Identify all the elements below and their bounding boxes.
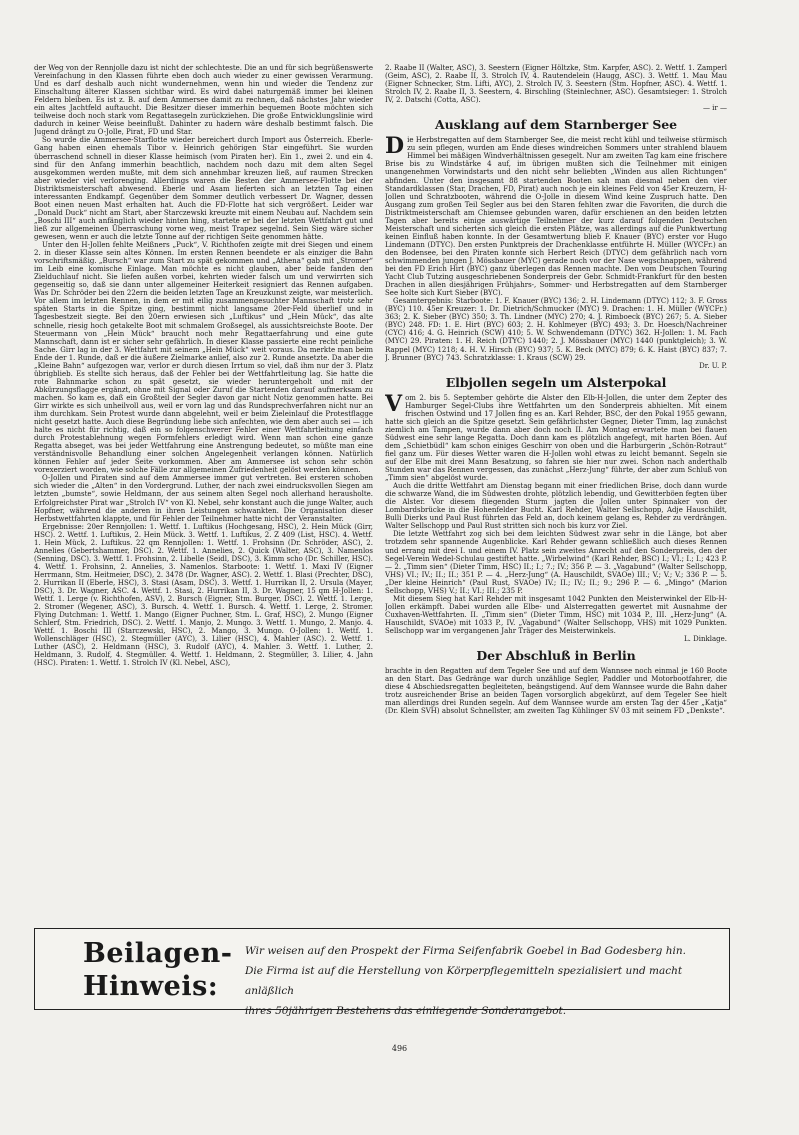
results-paragraph: Gesamtergebnis: Starboote: 1. F. Knauer (BYC) 136; 2. H. Lindemann (DTYC) 112; 3. F. Gross (BYC) 110. 45er Kreuzer: 1. Dr. Dietrich/Schmucker (MYC) 9. Drachen: 1. H. Müller (WYCFr.) 363; 2. K. Sieber (BYC) 350; 3. Th. Lindner (MYC) 270; 4. J. Rimboeck (BYC) 267; 5. A. Sieber (BYC) 248. FD: 1. E. Hirt (BYC) 603; 2. H. Kohlmeyer (BYC) 493; 3. Dr. Hoesch/Nachreiner (CYC) 416; 4. G. Heinrich (SCW) 410; 5. W. Schwendemann (DTYC) 362. H-Jollen: 1. M. Fach (MYC) 29. Piraten: 1. H. Reich (DTYC) 1440; 2. J. Mössbauer (MYC) 1440 (punktgleich); 3. W. Rappel (MYC) 1218; 4. H. V. Hirsch (BYC) 937; 5. K. Beck (MYC) 879; 6. K. Haist (BYC) 837; 7. J. Brunner (BYC) 743. Schratzklasse: 1. Kraus (SCW) 29. bbox=[385, 297, 727, 362]
notice-line: Die Firma ist auf die Herstellung von Körperpflegemitteln spezialisiert und macht anläßlich bbox=[245, 965, 683, 997]
results-continued: 2. Raabe II (Walter, ASC), 3. Seestern (Eigner Höltzke, Stm. Karpfer, ASC). 2. Wettf. 1. Zamperl (Geim, ASC), 2. Raabe II, 3. Strolch IV, 4. Rautendelein (Haugg, ASC). 3. Wettf. 1. Mau Mau (Eigner Schnecker, Stm. Lifti, AYC), 2. Strolch IV, 3. Seestern (Stm. Hopfner, ASC). 4. Wettf. 1. Strolch IV, 2. Raabe II, 3. Seestern, 4. Birschling (Steinlechner, ASC). Gesamtsieger: 1. Strolch IV, 2. Datschi (Cotta, ASC). bbox=[385, 64, 727, 105]
notice-line: Wir weisen auf den Prospekt der Firma Seifenfabrik Goebel in Bad Godesberg hin. bbox=[245, 945, 686, 957]
notice-line: ihres 50jährigen Bestehens das einliegende Sonderangebot. bbox=[245, 1005, 567, 1017]
article-paragraph: brachte in den Regatten auf dem Tegeler See und auf dem Wannsee noch einmal je 160 Boote an den Start. Das Gedränge war durch unzählige Segler, Paddler und Motorbootfahrer, die diese 4 Abschiedsregatten begleiteten, beängstigend. Auf dem Wannsee wurde die Bahn daher trotz ausreichender Brise an beiden Tagen vorsorglich abgekürzt, auf dem Tegeler See hielt man allerdings drei Runden segeln. Auf dem Wannsee wurde am ersten Tag der 45er „Katja“ (Dr. Klein SVH) absolut Schnellster, am zweiten Tag Kühlinger SV 03 mit seinem FD „Denkste“. bbox=[385, 667, 727, 716]
article-heading-alsterpokal: Elbjollen segeln um Alsterpokal bbox=[445, 374, 667, 390]
article-paragraph: Die Herbstregatten auf dem Starnberger See, die meist recht kühl und teilweise stürmisch zu sein pflegen, wurden am Ende dieses windreichen Sommers unter strahlend blauem Himmel bei mäßigen Windverhältnissen gesegelt. Nur am zweiten Tag kam eine frischere Brise bis zu Windstärke 4 auf, im übrigen mußten sich die Teilnehmer mit einigen unangenehmen Vorwindstarts und den nicht sehr beliebten „Winden aus allen Richtungen“ abfinden. Unter den insgesamt 88 startenden Booten sah man diesmal neben den vier Standardklassen (Star, Drachen, FD, Pirat) auch noch je ein kleines Feld von 45er Kreuzern, H-Jollen und Schratzbooten, während die O-Jolle in diesem Wind keine Zuspruch hatte. Den Ausgang zum großen Teil Segler aus bei den Staren fehlten zwar die Favoriten, die durch die Distriktmeisterschaft am Chiemsee gebunden waren, dafür erschienen an den beiden letzten Tagen aber bereits einige auswärtige Teilnehmer der kurz darauf folgenden Deutschen Meisterschaft und sicherten sich gleich die ersten Plätze, was allerdings auf die Punktwertung keinen Einfluß haben konnte. In der Gesamtwertung blieb F. Knauer (BYC) erster vor Hugo Lindemann (DTYC). Den ersten Punktpreis der Drachenklasse entführte H. Müller (WYCFr.) an den Bodensee, bei den Piraten konnte sich Herbert Reich (DTYC) dem gefährlich nach vorn schwimmenden jungen J. Mössbauer (MYC) gerade noch vor der Nase wegschnappen, während bei den FD Erich Hirt (BYC) ganz überlegen das Rennen machte. Den vom Deutschen Touring Yacht Club Tutzing ausgeschriebenen Sonderpreis der Gebr. Schmidt-Frankfurt für den besten Drachen in allen diesjährigen Frühjahrs-, Sommer- und Herbstregatten auf dem Starnberger See holte sich Kurt Sieber (BYC). bbox=[385, 133, 727, 298]
signature: — ir — bbox=[702, 104, 727, 113]
notice-title bbox=[83, 937, 232, 1003]
article-paragraph: Auch die dritte Wettfahrt am Dienstag begann mit einer friedlichen Brise, doch dann wurde die schwarze Wand, die im Südwesten drohte, plötzlich lebendig, und Gewitterböen fegten über die Alster. Vor diesem fliegenden Sturm jagten die Jollen unter Spinnaker von der Lombardsbrücke in die Hohenfelder Bucht. Karl Rehder, Walter Sellschopp, Adje Hauschildt, Bulli Dierks und Paul Rust führten das Feld an, doch keinem gelang es, Rehder zu verdrängen. Walter Sellschopp und Paul Rust stritten sich noch bis kurz vor Ziel. bbox=[385, 482, 727, 531]
page-number: 496 bbox=[391, 1044, 408, 1053]
article-heading-starnberg: Ausklang auf dem Starnberger See bbox=[435, 117, 677, 133]
right-column bbox=[385, 64, 727, 916]
signature: Dr. U. P. bbox=[699, 361, 727, 370]
article-paragraph: Die letzte Wettfahrt zog sich bei dem leichten Südwest zwar sehr in die Länge, bot aber trotzdem sehr spannende Augenblicke. Karl Rehder gewann schließlich auch dieses Rennen und errang mit drei I. und einem IV. Platz sein zweites Anrecht auf den Sonderpreis, den der Segel-Verein Wedel-Schulau gestiftet hatte. „Wirbelwind“ (Karl Rehder, BSC) I.; VI.; I.; I.; 423 P. — 2. „Timm sien“ (Dieter Timm, HSC) II.; I.; 7.; IV.; 356 P. — 3. „Vagabund“ (Walter Sellschopp, VHS) VI.; IV.; II.; II.; 351 P. — 4. „Herz-Jung“ (A. Hauschildt, SVAOe) III.; V.; V.; V.; 336 P. — 5. „Der kleine Heinrich“ (Paul Rust, SVAOe) IV.; II.; IV.; II.; 9.; 296 P. — 6. „Mingo“ (Marion Sellschopp, VHS) V.; II.; VI.; III.; 235 P. bbox=[385, 530, 727, 595]
notice-text bbox=[245, 941, 715, 1021]
drop-cap: D bbox=[385, 133, 405, 160]
supplement-notice-box bbox=[34, 928, 730, 1017]
results-paragraph: Ergebnisse: 20er Rennjollen: 1. Wettf. 1. Luftikus (Hochgesang, HSC), 2. Hein Mück (Girr, HSC). 2. Wettf. 1. Luftikus, 2. Hein Mück. 3. Wettf. 1. Luftikus, 2. Z 409 (List, HSC). 4. Wettf. 1. Hein Mück, 2. Luftikus. 22 qm Rennjollen: 1. Wettf. 1. Frohsinn (Dr. Schröder, ASC), 2. Annelies (Gebertshammer, DSC). 2. Wettf. 1. Annelies, 2. Quick (Walter, ASC), 3. Namenlos (Senning, DSC). 3. Wettf. 1. Frohsinn, 2. Libelle (Seidl, DSC), 3. Kimm scho (Dr. Schiller, HSC). 4. Wettf. 1. Frohsinn, 2. Annelies, 3. Namenlos. Starboote: 1. Wettf. 1. Maxi IV (Eigner Herrmann, Stm. Heitmeier, DSC), 2. 3478 (Dr. Wagner, ASC). 2. Wettf. 1. Blasi (Prechter, DSC), 2. Hurrikan II (Eberle, HSC), 3. Stasi (Asam, DSC). 3. Wettf. 1. Hurrikan II, 2. Ursula (Mayer, DSC), 3. Dr. Wagner, ASC. 4. Wettf. 1. Stasi, 2. Hurrikan II, 3. Dr. Wagner, 15 qm H-Jollen: 1. Wettf. 1. Lerge (v. Richthofen, ASV), 2. Bursch (Eigner, Stm. Burger, DSC). 2. Wettf. 1. Lerge, 2. Stromer (Wegener, ASC), 3. Bursch. 4. Wettf. 1. Bursch. 4. Wettf. 1. Lerge, 2. Stromer. Flying Dutchman: 1. Wettf. 1. Mango (Eigner Puchner, Stm. L. Graf, HSC), 2. Mungo (Eigner Schlerf, Stm. Friedrich, DSC). 2. Wettf. 1. Manjo, 2. Mungo. 3. Wettf. 1. Mungo, 2. Manjo. 4. Wettf. 1. Boschi III (Starczewski, HSC), 2. Mango, 3. Mungo. O-Jollen: 1. Wettf. 1. Wollenschläger (HSC), 2. Stegmüller (AYC), 3. Lilier (HSC), 4. Mahler (ASC). 2. Wettf. 1. Luther (ASC), 2. Heldmann (HSC), 3. Rudolf (AYC), 4. Mahler. 3. Wettf. 1. Luther, 2. Heldmann, 3. Rudolf, 4. Stegmüller. 4. Wettf. 1. Heldmann, 2. Stegmüller, 3. Lilier, 4. Jahn (HSC). Piraten: 1. Wettf. 1. Strolch IV (Kl. Nebel, ASC), bbox=[34, 522, 373, 668]
article-paragraph: Mit diesem Sieg hat Karl Rehder mit insgesamt 1042 Punkten den Meisterwinkel der Elb-H-Jollen erkämpft. Dabei wurden alle Elbe- und Alsterregatten gewertet mit Ausnahme der Cuxhaven-Wettfahrten. II. „Timm sien“ (Dieter Timm, HSC) mit 1034 P., III. „Herz-Jung“ (A. Hauschildt, SVAOe) mit 1033 P., IV. „Vagabund“ (Walter Sellschopp, VHS) mit 1029 Punkten. Sellschopp war im vergangenen Jahr Träger des Meisterwinkels. bbox=[385, 594, 727, 635]
left-paragraph: Unter den H-Jollen fehlte Meißners „Puck“, V. Richthofen zeigte mit drei Siegen und einem 2. in dieser Klasse sein altes Können. Im ersten Rennen beendete er als einziger die Bahn vorschriftsmäßig. „Bursch“ war zum Start zu spät gekommen und „Athena“ gab mit „Stromer“ im Leib eine komische Einlage. Man möchte es nicht glauben, aber beide fanden den Zielduchlauf nicht. Sie liefen außen vorbei, kehrten wieder falsch um und verwirrten sich gegenseitig so, daß sie dann unter allgemeiner Heiterkeit resigniert das Rennen aufgaben. Was Dr. Schröder bei den 22ern die beiden letzten Tage an Kreuzkunst zeigte, war meisterlich. Vor allem im letzten Rennen, in dem er mit eilig zusammengesuchter Mannschaft trotz sehr späten Starts in die Spitze ging, bestimmt nicht langsame 20er-Feld überlief und in Tagesbestzeit siegte. Bei den 20ern erwiesen sich „Luftikus“ und „Hein Mück“, das alte schnelle, riesig hoch getakelte Boot mit schmalem Großsegel, als aussichtsreichste Boote. Der Steuermann von „Hein Mück“ braucht noch mehr Regattaerfahrung und eine gute Mannschaft, dann ist er sicher sehr gefährlich. In dieser Klasse passierte eine recht peinliche Sache. Girr lag in der 3. Wettfahrt mit seinem „Hein Mück“ weit voraus. Da merkte man beim Ende der 1. Runde, daß er die äußere Zielmarke anlief, also zur 2. Runde ansetzte. Da aber die „Kleine Bahn“ aufgezogen war, verlor er durch diesen Irrtum so viel, daß ihm nur der 3. Platz übrigblieb. Es stellte sich heraus, daß der Fehler bei der Wettfahrtleitung lag. Sie hatte die rote Bahnmarke schon zu spät gesetzt, sie wieder heruntergeholt und mit der Abkürzungsflagge ergänzt, ohne mit Signal oder Zuruf die Startenden darauf aufmerksam zu machen. So kam es, daß ein Großteil der Segler davon gar nicht Notiz genommen hatte. Bei Girr wirkte es sich unheilvoll aus, weil er vorn lag und das Rundsprechverfahren nicht nur an ihm durchkam. Sein Protest wurde dann abgelehnt, weil er beim Zieleinlauf die Protestflagge nicht gesetzt hatte. Auch diese Begründung liebe sich anfechten, wie dem aber auch sei — ich halte es nicht für richtig, daß ein so folgenschwerer Fehler einer Wettfahrtleitung einfach durch Protestablehnung wegen Formfehlers erledigt wird. Wenn man schon eine ganze Regatta abseget, was bei jeder Wettfahrung eine Anstrengung bedeutet, so müßte man eine verständnisvolle Behandlung einer solchen Angelegenheit verlangen können. Natürlich können Fehler auf jeder Seite vorkommen. Aber am Ammersee ist schon sehr schön vorexerziert worden, wie solche Fälle zur allgemeinen Zufriedenheit gelöst werden können. bbox=[34, 241, 373, 475]
drop-cap: V bbox=[385, 390, 403, 417]
article-paragraph: Vom 2. bis 5. September gehörte die Alster den Elb-H-Jollen, die unter dem Zepter des Hamburger Segel-Clubs ihre Wettfahrten um den Sonderpreis abhielten. Mit einem frischen Ostwind und 17 Jollen fing es an. Karl Rehder, BSC, der den Pokal 1955 gewann, hatte sich gleich an die Spitze gesetzt. Sein gefährlichster Gegner, Dieter Timm, lag zunächst ziemlich am Tampen, wurde dann aber doch noch II. Am Montag erwartete man bei flauen Südwest eine sehr lange Regatta. Doch dann kam es plötzlich angefegt, mit harten Böen. Auf dem „Schietbüdl“ kam schon einiges Geschirr von oben und die Harburgerin „Schön-Rotraut“ fiel ganz um. Für dieses Wetter waren die H-Jollen wohl etwas zu leicht bemannt. Segeln sie auf der Elbe mit drei Mann Besatzung, so fahren sie hier nur zwei. Schon nach anderthalb Stunden war das Rennen vergessen, das zunächst „Herz-Jung“ führte, der aber zum Schluß von „Timm sien“ abgelöst wurde. bbox=[385, 390, 727, 483]
signature: L. Dinklage. bbox=[684, 635, 727, 644]
article-heading-berlin: Der Abschluß in Berlin bbox=[476, 648, 636, 664]
notice-title-line: Beilagen- bbox=[83, 938, 233, 969]
left-paragraph: O-Jollen und Piraten sind auf dem Ammersee immer gut vertreten. Bei ersteren schoben sich wieder die „Alten“ in den Vordergrund. Luther, der nach zwei eindrucksvollen Siegen am letzten „bumste“, sowie Heldmann, der aus seinem alten Segel noch allerhand herausholte. Erfolgreichster Pirat war „Strolch IV“ von Kl. Nebel, sehr konstant auch die junge Walter, auch Hopfner, während die anderen in ihren Leistungen schwankten. Die Organisation dieser Herbstwettfahrten klappte, und für Fehler der Teilnehmer hatte nicht der Veranstalter. bbox=[34, 474, 373, 523]
left-paragraph: der Weg von der Rennjolle dazu ist nicht der schlechteste. Die an und für sich begrüßenswerte Vereinfachung in den Klassen führte eben doch auch wieder zu einer gewissen Verarmung. Und es darf deshalb auch nicht wundernehmen, wenn hin und wieder die Tendenz zur Einschaltung älterer Klassen sichtbar wird. Es wird dabei naturgemäß immer bei kleinen Feldern bleiben. Es ist z. B. auf dem Ammersee damit zu rechnen, daß nächstes Jahr wieder ein altes Jachtfeld auftaucht. Die Besitzer dieser immerhin bequemen Boote möchten sich teilweise doch noch stark vom Regattasegeln zurückziehen. Die große Entwicklungslinie wird dadurch in keiner Weise beeinflußt. Dahinter zu hadern wäre deshalb bestimmt falsch. Die Jugend drängt zu O-Jolle, Pirat, FD und Star. bbox=[34, 64, 373, 137]
left-column bbox=[34, 64, 373, 916]
left-paragraph: So wurde die Ammersee-Starflotte wieder bereichert durch Import aus Österreich. Eberle-Gang haben einen ehemals Tibor v. Heinrich gehörigen Star eingeführt. Sie wurden überraschend schnell in dieser Klasse heimisch (vom Piraten her). Ein 1., zwei 2. und ein 4. sind für den Anfang immerhin beachtlich, nachdem noch dazu mit dem alten Segel ausgekommen werden mußte, mit dem sich annehmbar kreuzen ließ, auf raumen Strecken aber wieder viel verlorenging. Allerdings waren die Besten der Ammersee-Flotte bei der Distriktsmeisterschaft abwesend. Eberle und Asam lieferten sich an letzten Tag einen interessanten Endkampf. Gegenüber dem Sommer deutlich verbessert Dr. Wagner, dessen Boot einen neuen Mast erhalten hat. Auch die FD-Flotte hat sich vergrößert. Leider war „Donald Duck“ nicht am Start, aber Starczewski kreuzte mit einem Neubau auf. Nachdem sein „Boschi III“ auch anfänglich wieder hinten hing, startete er bei der letzten Wettfahrt gut und ließ zur allgemeinen Überraschung vorne weg, meist Trapez segelnd. Sein Sieg wäre sicher gewesen, wenn er auch die letzte Tonne auf der richtigen Seite genommen hätte. bbox=[34, 136, 373, 241]
notice-title-line: Hinweis: bbox=[83, 971, 219, 1002]
